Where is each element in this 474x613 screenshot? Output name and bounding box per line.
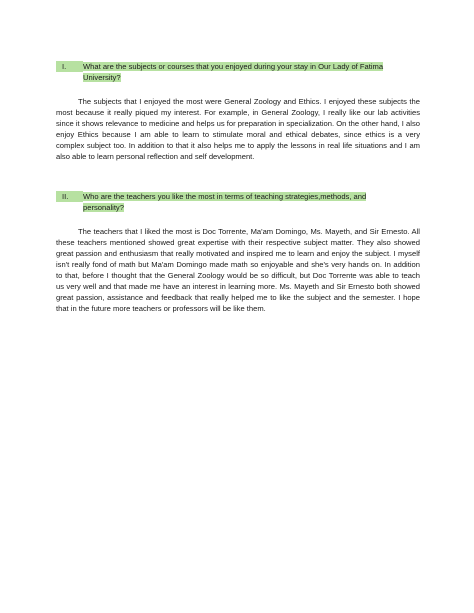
question-text: What are the subjects or courses that you enjoyed during your stay in Our Lady of Fatima University? [83, 62, 384, 82]
answer-paragraph: The subjects that I enjoyed the most were General Zoology and Ethics. I enjoyed these subjects the most because it really piqued my interest. For example, in General Zoology, I really like our lab activities since it shows relevance to medicine and helps us for preparation in specialization. On the other hand, I also enjoy Ethics because I am able to learn to stimulate moral and ethical debates, since ethics is a very complex subject too. In addition to that it also helps me to apply the lessons in real life situations and I am also able to learn personal reflection and self development. [56, 97, 420, 161]
question-2 [56, 191, 420, 213]
question-section-2 [56, 191, 420, 322]
question-section-1 [56, 61, 420, 170]
question-text: Who are the teachers you like the most in terms of teaching strategies,methods, and personality? [83, 192, 367, 212]
question-1 [56, 61, 420, 83]
question-number: I. [56, 61, 83, 72]
answer-paragraph: The teachers that I liked the most is Doc Torrente, Ma'am Domingo, Ms. Mayeth, and Sir Ernesto. All these teachers mentioned showed great expertise with their respective subject matter. They also showed great passion and enthusiasm that really motivated and inspired me to learn and enjoy the subject. I myself isn't really fond of math but Ma'am Domingo made math so enjoyable and she's very hands on. In addition to that, before I thought that the General Zoology would be so difficult, but Doc Torrente was able to teach us very well and that made me have an interest in learning more. Ms. Mayeth and Sir Ernesto both showed great passion, assistance and feedback that really helped me to like the subject and the semester. I hope that in the future more teachers or professors will be like them. [56, 227, 420, 313]
question-number: II. [56, 191, 83, 202]
